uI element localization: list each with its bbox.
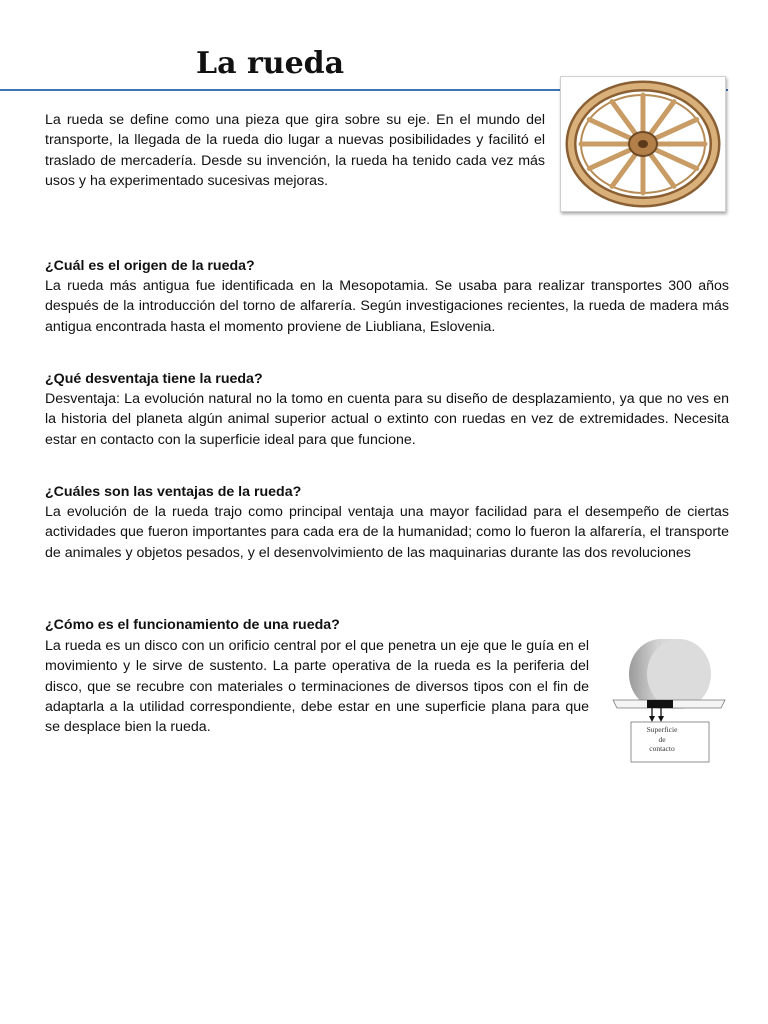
answer-origin: La rueda más antigua fue identificada en la Mesopotamia. Se usaba para realizar transportes 300 años después de la introducción del torno de alfarería. Según investigaciones recientes, la rueda de madera más antigua encontrada hasta el momento proviene de Liubliana, Eslovenia.: [45, 278, 729, 335]
wheel-illustration: [561, 77, 725, 211]
answer-disadvantage: Desventaja: La evolución natural no la tomo en cuenta para su diseño de desplazamiento, ya que no ves en la historia del planeta algún animal superior actual o extinto con ruedas en vez de extremidades. Necesita estar en contacto con la superficie ideal para que funcione.: [45, 391, 729, 448]
question-origin: ¿Cuál es el origen de la rueda?: [45, 258, 255, 274]
diagram-label-line: de: [658, 734, 666, 744]
page-title: La rueda: [196, 46, 345, 81]
answer-operation: La rueda es un disco con un orificio central por el que penetra un eje que le guía en el movimiento y le sirve de sustento. La parte operativa de la rueda es la periferia del disco, que se recubre con materiales o terminaciones de diversos tipos con el fin de adaptarla a la utilidad correspondiente, debe estar en une superficie plana para que se desplace bien la rueda.: [45, 638, 589, 736]
question-disadvantage: ¿Qué desventaja tiene la rueda?: [45, 371, 263, 387]
answer-advantages: La evolución de la rueda trajo como principal ventaja una mayor facilidad para el desempeño de ciertas actividades que fueron importantes para cada era de la humanidad; como lo fueron la alfarería, el transporte de animales y objetos pesados, y el desenvolvimiento de las maquinarias durante las dos revoluciones: [45, 504, 729, 561]
diagram-label-line: contacto: [649, 744, 675, 753]
wagon-wheel-image: [560, 76, 726, 212]
intro-paragraph: La rueda se define como una pieza que gira sobre su eje. En el mundo del transporte, la llegada de la rueda dio lugar a nuevas posibilidades y facilitó el traslado de mercadería. Desde su invención, la rueda ha tenido cada vez más usos y ha experimentado sucesivas mejoras.: [45, 112, 545, 189]
diagram-label-line: Superficie: [646, 725, 678, 734]
question-advantages: ¿Cuáles son las ventajas de la rueda?: [45, 484, 302, 500]
question-operation: ¿Cómo es el funcionamiento de una rueda?: [45, 617, 340, 633]
diagram-label: [631, 725, 693, 754]
